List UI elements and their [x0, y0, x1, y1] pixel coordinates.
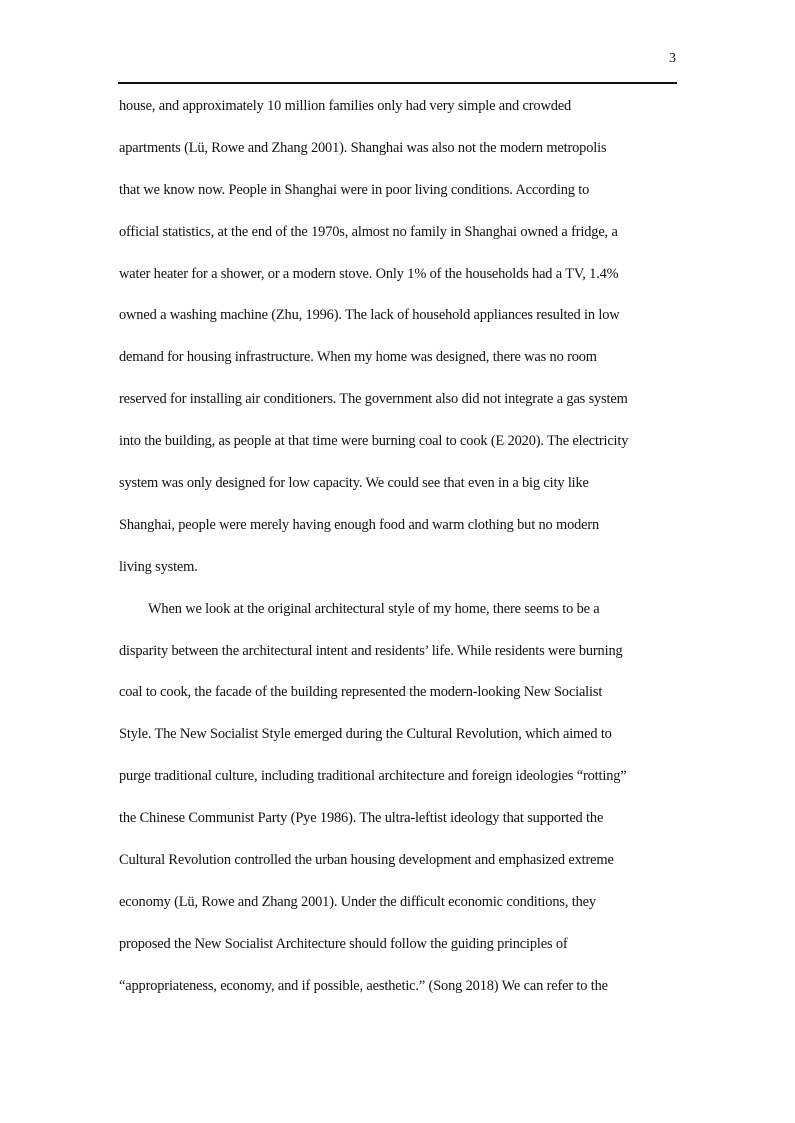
text-line: demand for housing infrastructure. When my home was designed, there was no room: [119, 349, 597, 366]
text-line: owned a washing machine (Zhu, 1996). The lack of household appliances resulted in low: [119, 307, 620, 324]
text-line: purge traditional culture, including traditional architecture and foreign ideologies “rotting”: [119, 768, 627, 785]
text-line: apartments (Lü, Rowe and Zhang 2001). Shanghai was also not the modern metropolis: [119, 139, 607, 156]
text-line: water heater for a shower, or a modern stove. Only 1% of the households had a TV, 1.4%: [119, 265, 619, 282]
text-line: living system.: [119, 558, 198, 575]
text-line: that we know now. People in Shanghai were in poor living conditions. According to: [119, 181, 590, 198]
text-line: Cultural Revolution controlled the urban housing development and emphasized extreme: [119, 852, 614, 869]
text-line: Style. The New Socialist Style emerged during the Cultural Revolution, which aimed to: [119, 726, 612, 743]
body-text: [119, 94, 675, 1016]
text-line: disparity between the architectural intent and residents’ life. While residents were burning: [119, 642, 623, 659]
text-line: official statistics, at the end of the 1970s, almost no family in Shanghai owned a fridge, a: [119, 223, 618, 240]
text-line: reserved for installing air conditioners. The government also did not integrate a gas system: [119, 391, 628, 408]
text-line: system was only designed for low capacity. We could see that even in a big city like: [119, 475, 589, 492]
text-line: into the building, as people at that time were burning coal to cook (E 2020). The electricity: [119, 433, 629, 450]
text-line: “appropriateness, economy, and if possible, aesthetic.” (Song 2018) We can refer to the: [119, 977, 608, 994]
text-line: Shanghai, people were merely having enough food and warm clothing but no modern: [119, 516, 600, 533]
text-line: economy (Lü, Rowe and Zhang 2001). Under the difficult economic conditions, they: [119, 893, 596, 910]
text-line: proposed the New Socialist Architecture should follow the guiding principles of: [119, 935, 568, 952]
text-line: the Chinese Communist Party (Pye 1986). The ultra-leftist ideology that supported the: [119, 810, 604, 827]
header-rule: [118, 82, 677, 84]
text-line: house, and approximately 10 million families only had very simple and crowded: [119, 98, 572, 114]
paragraph-first-line: When we look at the original architectural style of my home, there seems to be a: [148, 600, 600, 617]
text-line: coal to cook, the facade of the building represented the modern-looking New Socialist: [119, 684, 603, 701]
page-number: 3: [669, 51, 676, 66]
